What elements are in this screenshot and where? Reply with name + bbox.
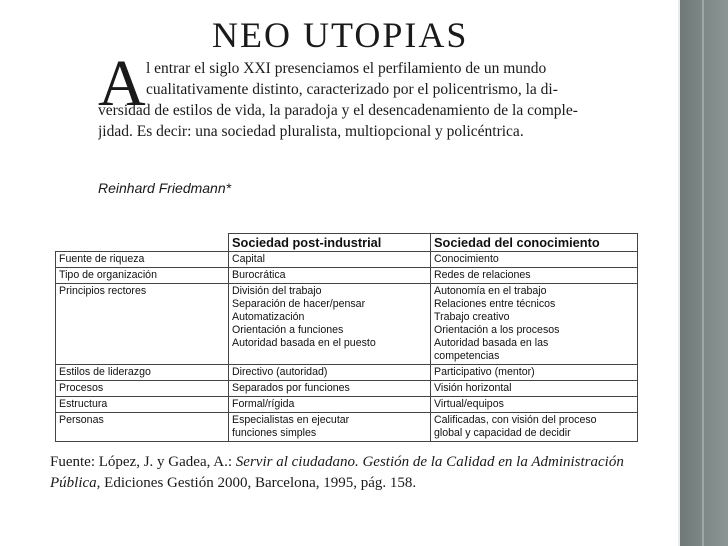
cell-line: Formal/rígida <box>232 398 295 410</box>
row-label: Personas <box>56 413 229 442</box>
quote-dropcap: A <box>98 47 146 120</box>
cell-knowledge <box>431 252 638 268</box>
cell-post-industrial <box>229 413 431 442</box>
cell-knowledge <box>431 413 638 442</box>
cell-knowledge <box>431 268 638 284</box>
comparison-table <box>55 233 638 442</box>
cell-line: División del trabajo <box>232 285 322 297</box>
slide-title: NEO UTOPIAS <box>212 15 469 55</box>
cell-line: Autonomía en el trabajo <box>434 285 547 297</box>
cell-post-industrial <box>229 397 431 413</box>
cell-line: Conocimiento <box>434 253 499 265</box>
table-header-row <box>56 234 638 252</box>
cell-post-industrial <box>229 365 431 381</box>
cell-post-industrial <box>229 268 431 284</box>
cell-line: Relaciones entre técnicos <box>434 298 556 310</box>
quote-block <box>98 47 584 142</box>
cell-knowledge <box>431 397 638 413</box>
quote-author: Reinhard Friedmann* <box>98 180 232 196</box>
source-citation <box>50 452 650 494</box>
source-line-2 <box>50 473 650 494</box>
quote-line: jidad. Es decir: una sociedad pluralista, multiopcional y policéntrica. <box>98 123 524 140</box>
row-label: Estructura <box>56 397 229 413</box>
row-label: Fuente de riqueza <box>56 252 229 268</box>
cell-line: Autoridad basada en el puesto <box>232 337 376 349</box>
source-title-1: Servir al ciudadano. Gestión de la Calidad en la Administración <box>235 454 624 470</box>
table-header-empty <box>56 234 229 252</box>
table-row <box>56 381 638 397</box>
stripe-line <box>702 0 704 546</box>
cell-line: Redes de relaciones <box>434 269 531 281</box>
table-row <box>56 284 638 365</box>
quote-line: versidad de estilos de vida, la paradoja y el desencadenamiento de la comple- <box>98 102 578 119</box>
source-prefix: Fuente: López, J. y Gadea, A.: <box>50 454 236 470</box>
cell-post-industrial <box>229 381 431 397</box>
stripe-edge <box>678 0 680 546</box>
cell-line: funciones simples <box>232 427 317 439</box>
source-title-2: Pública <box>50 475 97 491</box>
table-body <box>56 252 638 442</box>
cell-line: Orientación a funciones <box>232 324 344 336</box>
cell-line: Separados por funciones <box>232 382 350 394</box>
row-label: Procesos <box>56 381 229 397</box>
cell-line: global y capacidad de decidir <box>434 427 571 439</box>
cell-line: Participativo (mentor) <box>434 366 535 378</box>
cell-post-industrial <box>229 252 431 268</box>
cell-knowledge <box>431 365 638 381</box>
table-row <box>56 397 638 413</box>
cell-knowledge <box>431 284 638 365</box>
row-label: Principios rectores <box>56 284 229 365</box>
quote-line: l entrar el siglo XXI presenciamos el perfilamiento de un mundo <box>146 60 547 77</box>
decorative-side-stripe <box>680 0 728 546</box>
cell-line: Burocrática <box>232 269 286 281</box>
table-row <box>56 252 638 268</box>
cell-line: Calificadas, con visión del proceso <box>434 414 597 426</box>
cell-line: Especialistas en ejecutar <box>232 414 350 426</box>
cell-line: Directivo (autoridad) <box>232 366 328 378</box>
cell-line: Visión horizontal <box>434 382 512 394</box>
cell-line: competencias <box>434 350 500 362</box>
cell-post-industrial <box>229 284 431 365</box>
cell-line: Trabajo creativo <box>434 311 510 323</box>
cell-line: Separación de hacer/pensar <box>232 298 366 310</box>
source-suffix: , Ediciones Gestión 2000, Barcelona, 1995, pág. 158. <box>96 475 417 491</box>
quote-line: cualitativamente distinto, caracterizado por el policentrismo, la di- <box>146 81 558 98</box>
cell-line: Autoridad basada en las <box>434 337 549 349</box>
table-header-knowledge: Sociedad del conocimiento <box>431 234 638 252</box>
table-row <box>56 413 638 442</box>
row-label: Tipo de organización <box>56 268 229 284</box>
row-label: Estilos de liderazgo <box>56 365 229 381</box>
table-row <box>56 268 638 284</box>
cell-line: Orientación a los procesos <box>434 324 560 336</box>
cell-line: Automatización <box>232 311 305 323</box>
source-line-1 <box>50 452 650 473</box>
cell-knowledge <box>431 381 638 397</box>
cell-line: Capital <box>232 253 265 265</box>
cell-line: Virtual/equipos <box>434 398 504 410</box>
table-row <box>56 365 638 381</box>
table-header-post-industrial: Sociedad post-industrial <box>229 234 431 252</box>
